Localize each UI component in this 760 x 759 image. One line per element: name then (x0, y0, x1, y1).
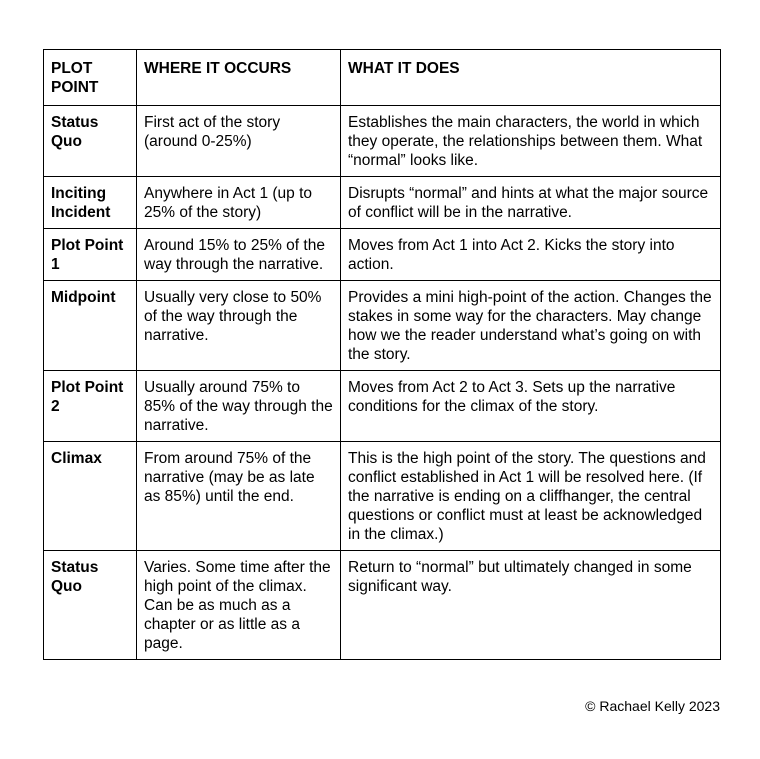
copyright-notice: © Rachael Kelly 2023 (585, 698, 720, 714)
what-cell: Return to “normal” but ultimately changed in some significant way. (341, 551, 721, 660)
table-header-row (44, 50, 721, 106)
header-where-it-occurs: WHERE IT OCCURS (137, 50, 341, 106)
table-row (44, 281, 721, 371)
where-cell: Around 15% to 25% of the way through the narrative. (137, 229, 341, 281)
plot-points-table (43, 49, 721, 660)
what-cell: Establishes the main characters, the world in which they operate, the relationships between them. What “normal” looks like. (341, 106, 721, 177)
where-cell: First act of the story (around 0-25%) (137, 106, 341, 177)
table-row (44, 177, 721, 229)
plot-point-cell: Midpoint (44, 281, 137, 371)
where-cell: Usually around 75% to 85% of the way through the narrative. (137, 371, 341, 442)
plot-point-cell: Climax (44, 442, 137, 551)
where-cell: Usually very close to 50% of the way through the narrative. (137, 281, 341, 371)
where-cell: From around 75% of the narrative (may be as late as 85%) until the end. (137, 442, 341, 551)
header-what-it-does: WHAT IT DOES (341, 50, 721, 106)
what-cell: Disrupts “normal” and hints at what the major source of conflict will be in the narrative. (341, 177, 721, 229)
what-cell: This is the high point of the story. The questions and conflict established in Act 1 will be resolved here. (If the narrative is ending on a cliffhanger, the central questions or conflict must at least be acknowledged in the climax.) (341, 442, 721, 551)
table-row (44, 551, 721, 660)
plot-point-cell: Plot Point 1 (44, 229, 137, 281)
where-cell: Anywhere in Act 1 (up to 25% of the story) (137, 177, 341, 229)
table-row (44, 229, 721, 281)
header-plot-point: PLOT POINT (44, 50, 137, 106)
table-row (44, 106, 721, 177)
table-row (44, 371, 721, 442)
plot-point-cell: Plot Point 2 (44, 371, 137, 442)
table-row (44, 442, 721, 551)
where-cell: Varies. Some time after the high point of the climax. Can be as much as a chapter or as little as a page. (137, 551, 341, 660)
plot-point-cell: Status Quo (44, 106, 137, 177)
what-cell: Provides a mini high-point of the action. Changes the stakes in some way for the characters. May change how we the reader understand what’s going on with the story. (341, 281, 721, 371)
what-cell: Moves from Act 2 to Act 3. Sets up the narrative conditions for the climax of the story. (341, 371, 721, 442)
plot-point-cell: Status Quo (44, 551, 137, 660)
what-cell: Moves from Act 1 into Act 2. Kicks the story into action. (341, 229, 721, 281)
plot-point-cell: Inciting Incident (44, 177, 137, 229)
